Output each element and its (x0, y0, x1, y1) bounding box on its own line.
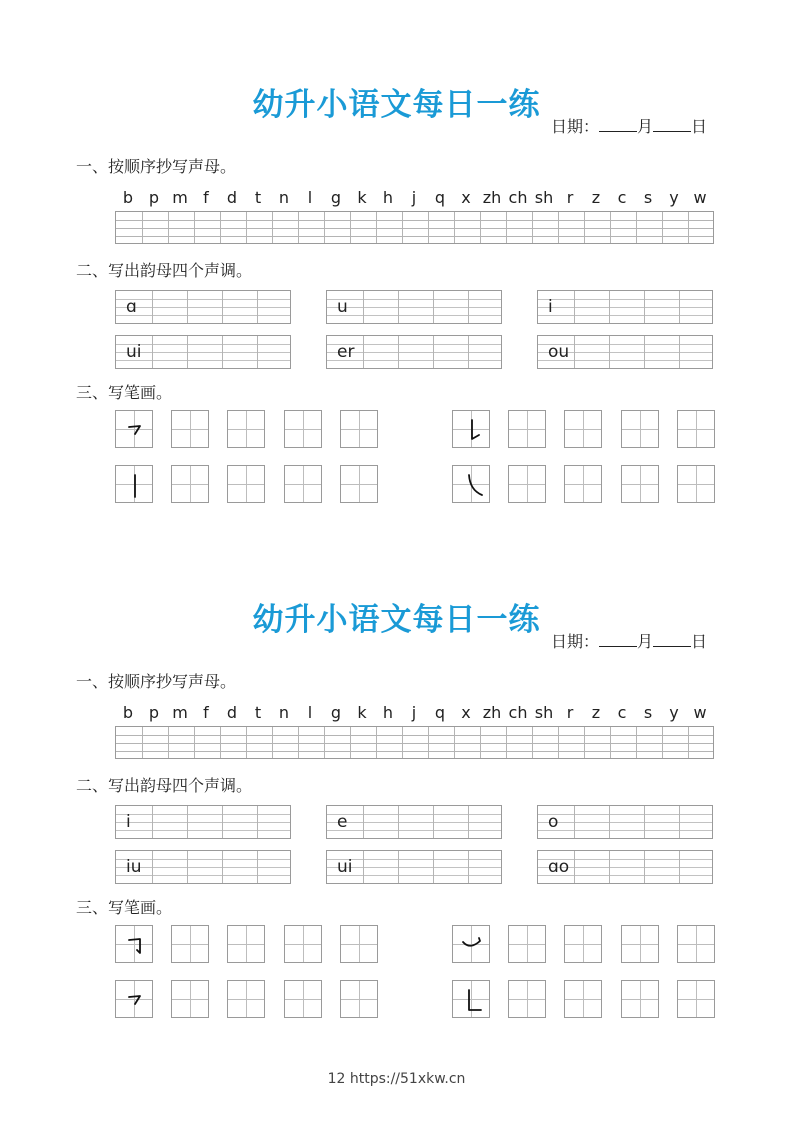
stroke-practice-box[interactable] (227, 465, 265, 503)
initial-letter: g (330, 188, 342, 207)
stroke-wogou-icon (453, 926, 489, 962)
initial-letter: x (461, 188, 471, 207)
final-label: e (337, 812, 348, 832)
initial-letter: y (669, 703, 679, 722)
month-blank[interactable] (599, 632, 637, 647)
stroke-practice-box[interactable] (171, 925, 209, 963)
initial-letter: x (461, 703, 471, 722)
stroke-practice-box[interactable] (677, 980, 715, 1018)
initial-letter: p (148, 188, 160, 207)
tone-writing-box[interactable] (537, 290, 713, 324)
stroke-hengpie-icon (116, 411, 152, 447)
stroke-practice-box[interactable] (171, 410, 209, 448)
stroke-shu-icon (116, 466, 152, 502)
tone-writing-box[interactable] (115, 335, 291, 369)
initial-letter: l (307, 188, 313, 207)
final-label: ui (126, 342, 142, 362)
stroke-practice-box[interactable] (227, 980, 265, 1018)
initial-letter: f (203, 188, 209, 207)
stroke-practice-box[interactable] (284, 465, 322, 503)
initial-letter: h (382, 703, 394, 722)
stroke-practice-box[interactable] (564, 925, 602, 963)
section-2-title: 二、写出韵母四个声调。 (76, 776, 253, 795)
stroke-practice-box[interactable] (284, 925, 322, 963)
initial-letter: sh (534, 188, 554, 207)
initial-letter: q (434, 703, 446, 722)
initial-letter: g (330, 703, 342, 722)
stroke-na-icon (453, 466, 489, 502)
final-label: ou (548, 342, 570, 362)
initials-row (0, 703, 793, 723)
stroke-practice-box[interactable] (340, 410, 378, 448)
footer-url: https://51xkw.cn (349, 1071, 466, 1087)
stroke-model-box (452, 410, 490, 448)
section-1-title: 一、按顺序抄写声母。 (76, 672, 237, 691)
day-blank[interactable] (653, 632, 691, 647)
stroke-practice-box[interactable] (677, 465, 715, 503)
stroke-practice-box[interactable] (227, 410, 265, 448)
final-label: u (337, 297, 348, 317)
date-field (551, 629, 707, 652)
section-3-title: 三、写笔画。 (76, 898, 173, 917)
stroke-practice-box[interactable] (508, 410, 546, 448)
initial-letter: b (122, 703, 134, 722)
stroke-practice-box[interactable] (171, 980, 209, 1018)
stroke-model-box (115, 465, 153, 503)
final-label: i (126, 812, 131, 832)
initial-letter: m (172, 703, 188, 722)
initial-letter: w (693, 188, 707, 207)
final-label: i (548, 297, 553, 317)
initials-writing-grid[interactable] (115, 726, 714, 759)
tone-writing-box[interactable] (537, 805, 713, 839)
stroke-henggou-icon (116, 926, 152, 962)
stroke-practice-box[interactable] (564, 410, 602, 448)
stroke-practice-box[interactable] (621, 925, 659, 963)
initial-letter: ch (508, 703, 528, 722)
tone-writing-box[interactable] (537, 335, 713, 369)
tone-writing-box[interactable] (115, 805, 291, 839)
final-label: o (548, 812, 559, 832)
initial-letter: z (591, 703, 601, 722)
date-label: 日期： (551, 632, 600, 651)
initials-row (0, 188, 793, 208)
stroke-shuti-icon (453, 411, 489, 447)
worksheet-title: 幼升小语文每日一练 (252, 87, 541, 123)
stroke-practice-box[interactable] (227, 925, 265, 963)
initial-letter: z (591, 188, 601, 207)
initial-letter: n (278, 188, 290, 207)
final-label: ɑ (126, 297, 137, 317)
tone-writing-box[interactable] (326, 805, 502, 839)
tone-writing-box[interactable] (115, 850, 291, 884)
tone-writing-box[interactable] (537, 850, 713, 884)
initial-letter: q (434, 188, 446, 207)
stroke-practice-box[interactable] (340, 980, 378, 1018)
initial-letter: j (411, 703, 417, 722)
stroke-practice-box[interactable] (284, 410, 322, 448)
initial-letter: s (643, 703, 653, 722)
initial-letter: zh (482, 703, 502, 722)
initial-letter: t (254, 703, 262, 722)
month-label: 月 (637, 117, 654, 136)
initial-letter: f (203, 703, 209, 722)
initial-letter: h (382, 188, 394, 207)
stroke-practice-box[interactable] (508, 925, 546, 963)
final-label: ui (337, 857, 353, 877)
initial-letter: p (148, 703, 160, 722)
section-2-title: 二、写出韵母四个声调。 (76, 261, 253, 280)
date-label: 日期： (551, 117, 600, 136)
month-blank[interactable] (599, 117, 637, 132)
initial-letter: l (307, 703, 313, 722)
initial-letter: k (357, 188, 367, 207)
tone-writing-box[interactable] (115, 290, 291, 324)
day-label: 日 (691, 117, 708, 136)
final-label: iu (126, 857, 142, 877)
initial-letter: r (566, 703, 574, 722)
initial-letter: d (226, 703, 238, 722)
initial-letter: k (357, 703, 367, 722)
stroke-practice-box[interactable] (171, 465, 209, 503)
stroke-practice-box[interactable] (340, 925, 378, 963)
stroke-practice-box[interactable] (621, 410, 659, 448)
initial-letter: c (617, 188, 627, 207)
section-1-title: 一、按顺序抄写声母。 (76, 157, 237, 176)
final-label: er (337, 342, 355, 362)
page-footer (0, 1071, 793, 1087)
tone-writing-box[interactable] (326, 850, 502, 884)
date-field (551, 114, 707, 137)
initial-letter: ch (508, 188, 528, 207)
initial-letter: r (566, 188, 574, 207)
stroke-model-box (115, 980, 153, 1018)
stroke-model-box (452, 980, 490, 1018)
initial-letter: zh (482, 188, 502, 207)
stroke-practice-box[interactable] (564, 465, 602, 503)
day-blank[interactable] (653, 117, 691, 132)
stroke-practice-box[interactable] (677, 410, 715, 448)
page-number: 12 (327, 1071, 346, 1087)
stroke-model-box (452, 925, 490, 963)
stroke-model-box (115, 410, 153, 448)
month-label: 月 (637, 632, 654, 651)
day-label: 日 (691, 632, 708, 651)
initial-letter: w (693, 703, 707, 722)
worksheet-title: 幼升小语文每日一练 (252, 602, 541, 638)
initials-writing-grid[interactable] (115, 211, 714, 244)
stroke-shuzhe-icon (453, 981, 489, 1017)
initial-letter: s (643, 188, 653, 207)
stroke-practice-box[interactable] (677, 925, 715, 963)
stroke-hengpie-icon (116, 981, 152, 1017)
initial-letter: c (617, 703, 627, 722)
stroke-model-box (452, 465, 490, 503)
initial-letter: b (122, 188, 134, 207)
initial-letter: m (172, 188, 188, 207)
stroke-practice-box[interactable] (621, 980, 659, 1018)
tone-writing-box[interactable] (326, 335, 502, 369)
stroke-practice-box[interactable] (284, 980, 322, 1018)
initial-letter: j (411, 188, 417, 207)
initial-letter: sh (534, 703, 554, 722)
tone-writing-box[interactable] (326, 290, 502, 324)
stroke-practice-box[interactable] (508, 980, 546, 1018)
initial-letter: t (254, 188, 262, 207)
initial-letter: y (669, 188, 679, 207)
section-3-title: 三、写笔画。 (76, 383, 173, 402)
stroke-model-box (115, 925, 153, 963)
stroke-practice-box[interactable] (340, 465, 378, 503)
initial-letter: d (226, 188, 238, 207)
initial-letter: n (278, 703, 290, 722)
stroke-practice-box[interactable] (564, 980, 602, 1018)
stroke-practice-box[interactable] (621, 465, 659, 503)
stroke-practice-box[interactable] (508, 465, 546, 503)
final-label: ɑo (548, 857, 570, 877)
